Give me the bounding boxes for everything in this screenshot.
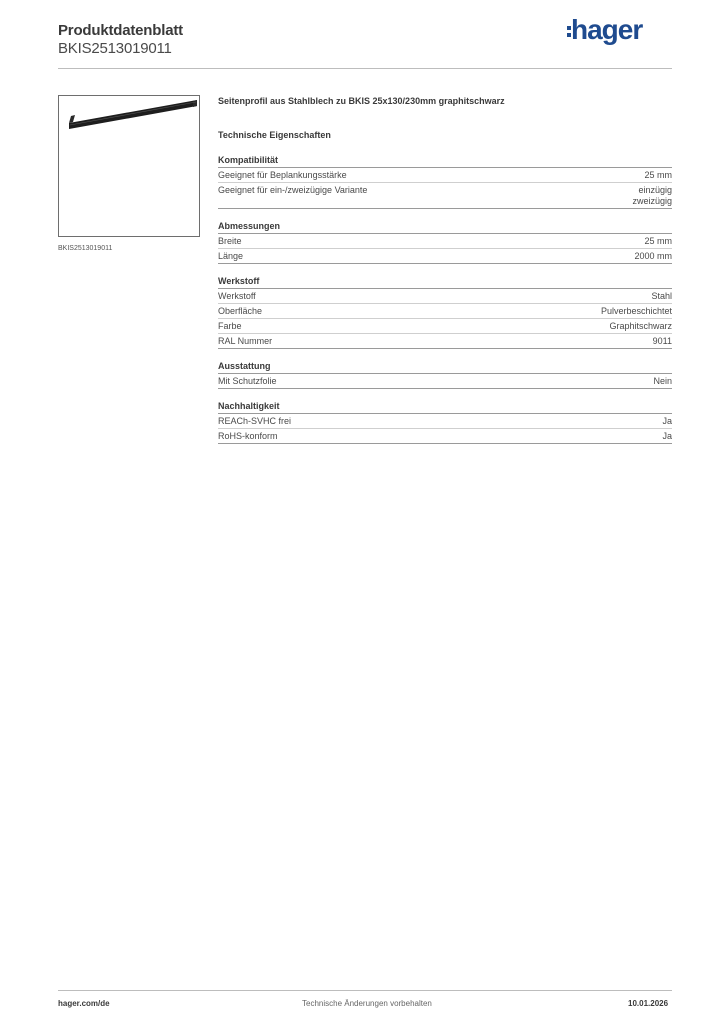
section-3 xyxy=(218,361,672,389)
property-row xyxy=(218,249,672,264)
property-label: Geeignet für Beplankungsstärke xyxy=(218,170,347,180)
property-row xyxy=(218,319,672,334)
property-value-line: 2000 mm xyxy=(634,251,672,261)
property-row xyxy=(218,334,672,349)
image-caption: BKIS2513019011 xyxy=(58,245,113,252)
property-label: Farbe xyxy=(218,321,242,331)
section-title: Ausstattung xyxy=(218,361,672,374)
section-title: Werkstoff xyxy=(218,276,672,289)
footer-disclaimer: Technische Änderungen vorbehalten xyxy=(302,999,432,1008)
property-label: REACh-SVHC frei xyxy=(218,416,292,426)
property-row xyxy=(218,429,672,444)
section-4 xyxy=(218,401,672,444)
product-code: BKIS2513019011 xyxy=(58,40,172,57)
property-row xyxy=(218,234,672,249)
property-label: Breite xyxy=(218,236,242,246)
property-value xyxy=(662,431,672,442)
property-value xyxy=(644,236,672,247)
property-row xyxy=(218,304,672,319)
property-value-line: 9011 xyxy=(652,336,672,346)
header-block xyxy=(58,22,183,58)
header-divider xyxy=(58,68,672,69)
property-label: Länge xyxy=(218,251,244,261)
logo-colon-icon xyxy=(567,26,571,40)
property-value-line: Graphitschwarz xyxy=(609,321,672,331)
property-value xyxy=(609,321,672,332)
property-value-line: 25 mm xyxy=(644,236,672,246)
property-value-line: Stahl xyxy=(651,291,672,301)
section-title: Nachhaltigkeit xyxy=(218,401,672,414)
product-image xyxy=(58,95,200,237)
property-row xyxy=(218,168,672,183)
property-value-line: Ja xyxy=(662,431,672,441)
property-value-line: zweizügig xyxy=(632,196,672,206)
property-value-line: Ja xyxy=(662,416,672,426)
property-value xyxy=(634,251,672,262)
property-label: RAL Nummer xyxy=(218,336,273,346)
property-label: Geeignet für ein-/zweizügige Variante xyxy=(218,185,368,195)
property-row xyxy=(218,183,672,209)
property-value xyxy=(651,291,672,302)
footer-divider xyxy=(58,990,672,991)
tech-properties-heading: Technische Eigenschaften xyxy=(218,130,331,140)
property-value xyxy=(653,376,672,387)
section-0 xyxy=(218,155,672,209)
property-row xyxy=(218,414,672,429)
logo-text: hager xyxy=(571,14,643,45)
section-title: Kompatibilität xyxy=(218,155,672,168)
section-1 xyxy=(218,221,672,264)
property-sections xyxy=(218,155,672,444)
side-profile-image xyxy=(59,96,199,236)
property-label: Mit Schutzfolie xyxy=(218,376,277,386)
section-title: Abmessungen xyxy=(218,221,672,234)
property-label: RoHS-konform xyxy=(218,431,278,441)
property-value xyxy=(653,336,672,347)
footer-website: hager.com/de xyxy=(58,999,110,1008)
main-content xyxy=(218,96,672,444)
property-value xyxy=(644,170,672,181)
property-value xyxy=(601,306,672,317)
document-title: Produktdatenblatt xyxy=(58,22,183,39)
property-label: Werkstoff xyxy=(218,291,256,301)
property-value-line: 25 mm xyxy=(644,170,672,180)
property-value-line: Nein xyxy=(653,376,672,386)
footer-date: 10.01.2026 xyxy=(628,999,669,1008)
property-label: Oberfläche xyxy=(218,306,263,316)
property-value xyxy=(632,185,672,207)
product-description: Seitenprofil aus Stahlblech zu BKIS 25x130/230mm graphitschwarz xyxy=(218,96,505,106)
property-value-line: Pulverbeschichtet xyxy=(600,306,672,316)
section-2 xyxy=(218,276,672,349)
property-row xyxy=(218,374,672,389)
hager-logo xyxy=(567,14,642,46)
property-value xyxy=(662,416,672,427)
property-value-line: einzügig xyxy=(638,185,672,195)
property-row xyxy=(218,289,672,304)
